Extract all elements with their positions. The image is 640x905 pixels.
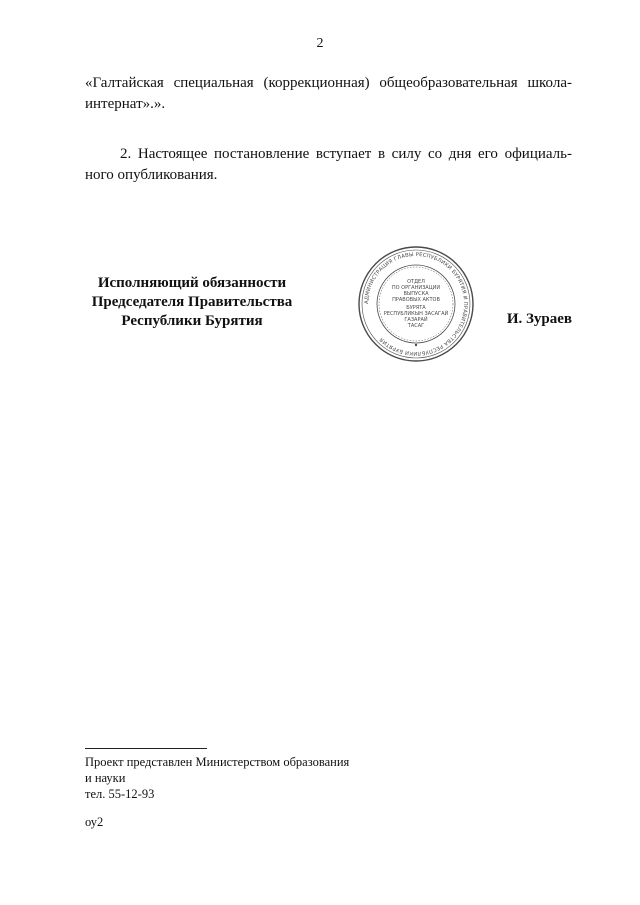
signer-position-line: Исполняющий обязанности bbox=[97, 275, 287, 291]
seal-ring-text: АДМИНИСТРАЦИЯ ГЛАВЫ РЕСПУБЛИКИ БУРЯТИЯ И ПРАВИТЕЛЬСТВА РЕСПУБЛИКИ БУРЯТИЯ bbox=[363, 251, 469, 357]
document-code: оу2 bbox=[85, 815, 104, 829]
paragraph-line: «Галтайская специальная (коррекционная) общеобразовательная школа- bbox=[85, 75, 572, 91]
page-number: 2 bbox=[316, 36, 324, 51]
footnote-line: и науки bbox=[85, 771, 126, 785]
seal-center-line: ВЫПУСКА bbox=[403, 291, 429, 297]
paragraph-line: ного опубликования. bbox=[85, 167, 218, 183]
seal-center-line: ПРАВОВЫХ АКТОВ bbox=[392, 297, 440, 303]
paragraph-effective-date bbox=[85, 144, 572, 186]
signer-position-line: Республики Бурятия bbox=[121, 313, 263, 329]
official-seal bbox=[357, 245, 475, 363]
seal-center-line: ОТДЕЛ bbox=[407, 279, 425, 285]
signer-name: И. Зураев bbox=[506, 311, 572, 327]
signer-position-line: Председателя Правительства bbox=[91, 294, 293, 310]
paragraph-line: интернат».». bbox=[85, 96, 166, 112]
footnote-line: тел. 55-12-93 bbox=[85, 787, 155, 801]
seal-center-line: ПО ОРГАНИЗАЦИИ bbox=[391, 285, 441, 291]
paragraph-line: 2. Настоящее постановление вступает в силу со дня его официаль- bbox=[120, 146, 572, 162]
seal-center-line: РЕСПУБЛИКЫН ЗАСАГАЙ bbox=[383, 311, 449, 317]
footnote-divider bbox=[85, 748, 207, 749]
svg-text:АДМИНИСТРАЦИЯ ГЛАВЫ РЕСПУБЛИКИ bbox=[364, 252, 468, 356]
seal-center-line: ГАЗАРАЙ bbox=[404, 317, 428, 323]
seal-center-line: БУРЯТА bbox=[406, 305, 426, 311]
paragraph-school-name bbox=[85, 73, 572, 115]
footnote bbox=[85, 754, 349, 802]
seal-center-line: ТАСАГ bbox=[407, 323, 425, 329]
footnote-line: Проект представлен Министерством образования bbox=[85, 755, 350, 769]
signer-position bbox=[78, 274, 306, 331]
